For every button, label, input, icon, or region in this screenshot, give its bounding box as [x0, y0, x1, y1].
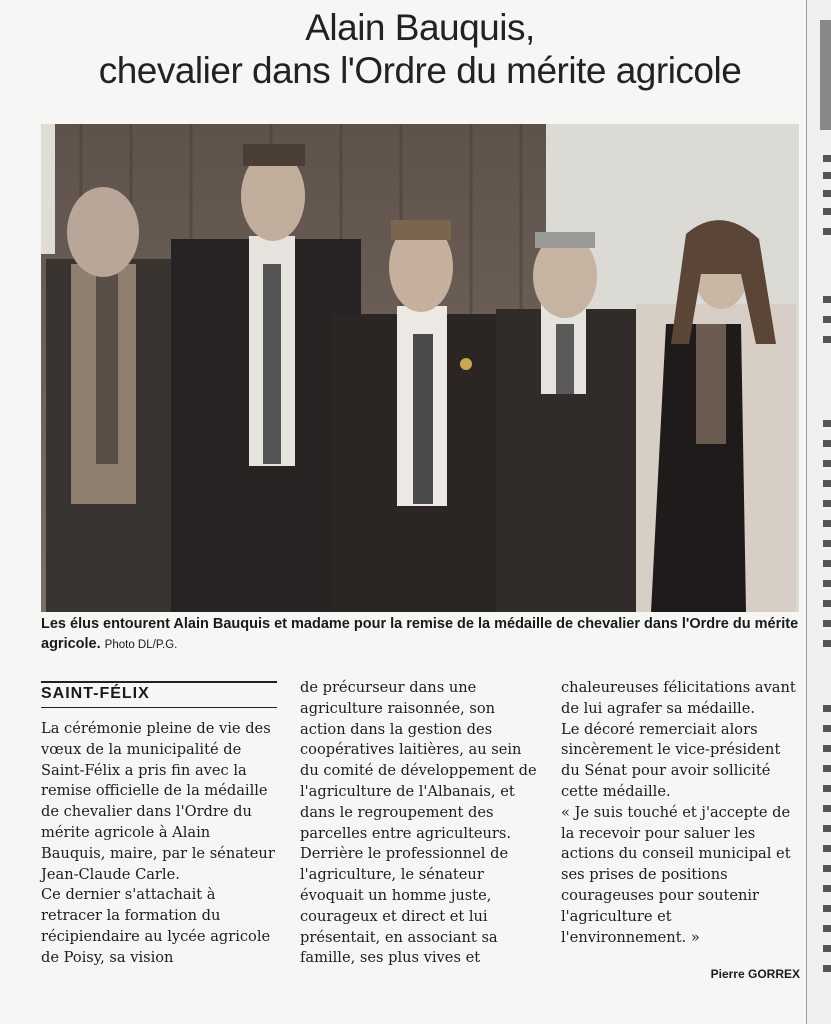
paragraph: « Je suis touché et j'accepte de la recevoir pour saluer les actions du conseil municipal et ses prises de positions courageuses pour soutenir l'agriculture et l'environnement. »	[561, 803, 791, 946]
paragraph: La cérémonie pleine de vie des vœux de la municipalité de Saint-Félix a pris fin avec la remise officielle de la médaille de chevalier dans l'Ordre du mérite agricole à Alain Bauquis, maire, par le sénateur Jean-Claude Carle.	[41, 720, 275, 883]
body-column-3	[561, 678, 801, 948]
byline: Pierre GORREX	[710, 967, 800, 981]
section-label: SAINT-FÉLIX	[41, 685, 150, 702]
article-photo	[41, 124, 799, 612]
paragraph: Ce dernier s'attachait à retracer la formation du récipiendaire au lycée agricole de Poisy, sa vision	[41, 886, 271, 966]
section-rule-top	[41, 681, 277, 683]
paragraph: de précurseur dans une agriculture raisonnée, son action dans la gestion des coopératives laitières, au sein du comité de développement de l'agriculture de l'Albanais, et dans le regroupement des parcelles entre agriculteurs. Derrière le professionnel de l'agriculture, le sénateur évoquait un homme juste, courageux et direct et lui présentait, en associant sa famille, ses plus vives et	[300, 679, 537, 967]
headline-line-1: Alain Bauquis,	[305, 7, 535, 48]
caption-text: Les élus entourent Alain Bauquis et madame pour la remise de la médaille de chevalier dans l'Ordre du mérite agricole.	[41, 616, 799, 652]
paragraph: Le décoré remerciait alors sincèrement le vice-président du Sénat pour avoir sollicité cette médaille.	[561, 720, 781, 800]
body-column-2	[300, 678, 540, 969]
photo-credit: Photo DL/P.G.	[104, 639, 178, 651]
headline	[40, 6, 800, 92]
body-column-1	[41, 719, 277, 969]
section-rule-bottom	[41, 707, 277, 708]
adjacent-article-edge	[807, 0, 831, 1024]
headline-line-2: chevalier dans l'Ordre du mérite agricole	[98, 50, 742, 91]
paragraph: chaleureuses félicitations avant de lui agrafer sa médaille.	[561, 679, 796, 717]
